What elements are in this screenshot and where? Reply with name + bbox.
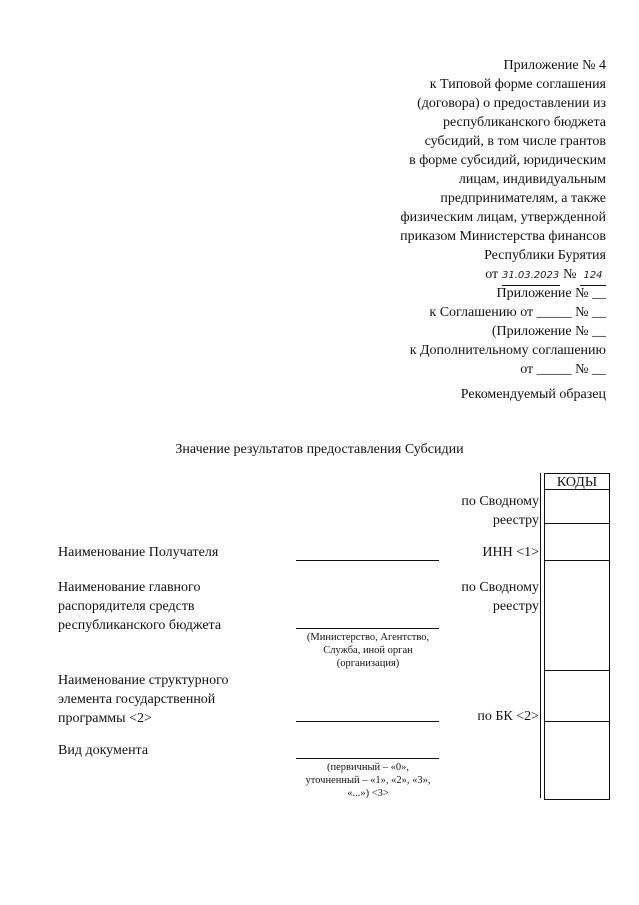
registry-label-line: реестру bbox=[492, 599, 539, 614]
agreement-line: к Дополнительному соглашению bbox=[409, 343, 606, 358]
hint-line: (Министерство, Агентство, bbox=[306, 632, 430, 643]
element-label-line: Наименование структурного bbox=[58, 673, 229, 688]
date-prefix: от bbox=[485, 267, 499, 282]
agreement-line: (Приложение № __ bbox=[491, 324, 606, 339]
appendix-line: (договора) о предоставлении из bbox=[417, 96, 606, 111]
registry-label-line: по Сводному bbox=[461, 494, 539, 509]
recipient-label: Наименование Получателя bbox=[58, 545, 219, 560]
appendix-line: в форме субсидий, юридическим bbox=[409, 153, 606, 168]
element-field-line bbox=[296, 721, 439, 722]
registry-label-line: реестру bbox=[492, 513, 539, 528]
hint-line: (первичный – «0», bbox=[326, 762, 410, 773]
handwritten-date: 31.03.2023 bbox=[502, 266, 560, 286]
divider bbox=[544, 670, 610, 671]
manager-label bbox=[58, 578, 221, 635]
bk-label: по БК <2> bbox=[477, 709, 539, 724]
element-label bbox=[58, 671, 228, 728]
hint-line: (организация) bbox=[336, 658, 400, 669]
appendix-line: лицам, индивидуальным bbox=[458, 172, 606, 187]
hint-line: «...») <3> bbox=[347, 788, 389, 799]
manager-label-line: распорядителя средств bbox=[58, 599, 195, 614]
divider bbox=[540, 473, 541, 798]
doc-type-field-line bbox=[296, 758, 439, 759]
handwritten-number: 124 bbox=[580, 266, 606, 286]
hint-line: уточненный – «1», «2», «3», bbox=[305, 775, 431, 786]
appendix-line: Республики Бурятия bbox=[484, 248, 606, 263]
page-title: Значение результатов предоставления Субсидии bbox=[175, 442, 464, 457]
appendix-line: предпринимателям, а также bbox=[440, 191, 606, 206]
manager-label-line: республиканского бюджета bbox=[58, 618, 222, 633]
appendix-line: приказом Министерства финансов bbox=[400, 229, 606, 244]
manager-field-line bbox=[296, 628, 439, 629]
appendix-line: Приложение № 4 bbox=[503, 58, 606, 73]
recipient-field-line bbox=[296, 560, 439, 561]
registry-label bbox=[461, 492, 539, 530]
agreement-line: Приложение № __ bbox=[496, 286, 606, 301]
doc-type-hint bbox=[286, 761, 450, 800]
recommended-sample: Рекомендуемый образец bbox=[460, 387, 606, 402]
appendix-line: республиканского бюджета bbox=[442, 115, 606, 130]
divider bbox=[544, 721, 610, 722]
inn-label: ИНН <1> bbox=[482, 545, 539, 560]
manager-label-line: Наименование главного bbox=[58, 580, 201, 595]
divider bbox=[544, 489, 610, 490]
agreement-line: к Соглашению от _____ № __ bbox=[429, 305, 606, 320]
doc-type-label: Вид документа bbox=[58, 743, 149, 758]
appendix-line: субсидий, в том числе грантов bbox=[424, 134, 606, 149]
appendix-block bbox=[400, 56, 606, 286]
agreement-line: от _____ № __ bbox=[520, 362, 606, 377]
divider bbox=[544, 523, 610, 524]
appendix-line: физическим лицам, утвержденной bbox=[400, 210, 606, 225]
registry-label-line: по Сводному bbox=[461, 580, 539, 595]
codes-header: КОДЫ bbox=[556, 475, 598, 490]
registry-label-2 bbox=[461, 578, 539, 616]
agreement-block bbox=[410, 284, 606, 379]
divider bbox=[544, 560, 610, 561]
element-label-line: элемента государственной bbox=[58, 692, 216, 707]
number-prefix: № bbox=[563, 267, 577, 282]
manager-hint bbox=[286, 631, 450, 670]
appendix-line: к Типовой форме соглашения bbox=[429, 77, 606, 92]
appendix-date-line bbox=[400, 265, 606, 286]
hint-line: Служба, иной орган bbox=[323, 645, 413, 656]
element-label-line: программы <2> bbox=[58, 711, 152, 726]
